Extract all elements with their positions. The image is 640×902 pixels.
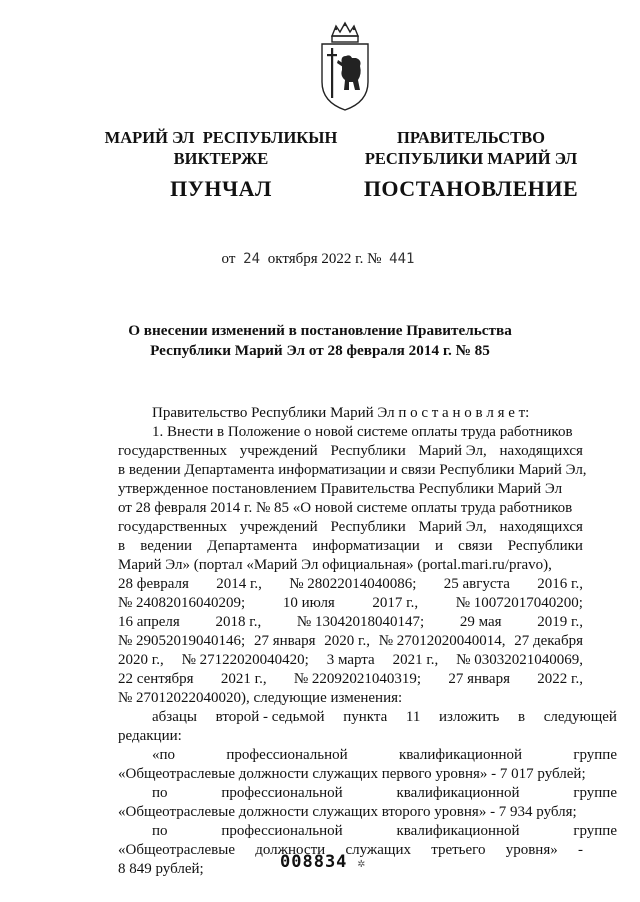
serial-number-text: 008834 bbox=[280, 852, 348, 872]
body-word: № 13042018040147; bbox=[296, 614, 425, 630]
body-word: профессиональной bbox=[226, 747, 348, 763]
body-word: по bbox=[152, 785, 168, 801]
body-word: «Общеотраслевые bbox=[118, 842, 235, 858]
body-word: квалификационной bbox=[396, 785, 520, 801]
body-word: квалификационной bbox=[398, 747, 523, 763]
body-word: следующей bbox=[543, 709, 617, 725]
body-word: по bbox=[152, 823, 168, 839]
body-word: 11 bbox=[405, 709, 421, 725]
document-title bbox=[80, 321, 560, 361]
body-word: 2018 г., bbox=[215, 614, 262, 630]
body-word: 27 декабря bbox=[514, 633, 583, 649]
body-line bbox=[118, 784, 617, 803]
body-line: редакции: bbox=[118, 728, 182, 744]
body-word: № 03032021040069, bbox=[456, 652, 583, 668]
header-left-block bbox=[96, 127, 346, 199]
body-word: группе bbox=[573, 823, 617, 839]
body-word: уровня» bbox=[505, 842, 558, 858]
body-word: Марий Эл, bbox=[418, 443, 487, 459]
body-line bbox=[118, 442, 583, 461]
body-word: № 28022014040086; bbox=[289, 576, 417, 592]
body-line: № 27012022040020), следующие изменения: bbox=[118, 690, 403, 706]
date-month-year: октября 2022 г. № bbox=[267, 251, 382, 267]
body-word: Марий Эл, bbox=[418, 519, 487, 535]
body-line: 1. Внести в Положение о новой системе оплаты труда работников bbox=[152, 424, 573, 440]
header-right-line2: РЕСПУБЛИКИ МАРИЙ ЭЛ bbox=[364, 149, 578, 168]
body-word: 2021 г., bbox=[392, 652, 439, 668]
body-line: Правительство Республики Марий Эл п о с т а н о в л я е т: bbox=[152, 405, 530, 421]
body-word: ведении bbox=[140, 538, 193, 554]
body-word: государственных bbox=[118, 443, 227, 459]
body-word: профессиональной bbox=[221, 785, 343, 801]
body-word: 2020 г., bbox=[324, 633, 370, 649]
decree-number: 441 bbox=[389, 251, 415, 267]
body-word: в bbox=[118, 538, 126, 554]
body-word: второй - седьмой bbox=[215, 709, 325, 725]
hologram-star-icon: ✲ bbox=[357, 856, 367, 871]
body-word: группе bbox=[573, 747, 617, 763]
body-word: № 24082016040209; bbox=[118, 595, 246, 611]
title-line-1: О внесении изменений в постановление Правительства bbox=[128, 322, 512, 339]
body-line bbox=[118, 632, 583, 651]
header-right-title: ПОСТАНОВЛЕНИЕ bbox=[363, 176, 579, 201]
body-word: и bbox=[434, 538, 444, 554]
body-word: 3 марта bbox=[326, 652, 375, 668]
body-word: должности bbox=[255, 842, 326, 858]
body-word: 2019 г., bbox=[537, 614, 583, 630]
body-word: № 22092021040319; bbox=[293, 671, 422, 687]
body-word: 2022 г., bbox=[537, 671, 583, 687]
body-word: № 29052019040146; bbox=[118, 633, 246, 649]
body-word: № 27122020040420; bbox=[181, 652, 309, 668]
body-line bbox=[118, 575, 583, 594]
body-word: Республики bbox=[330, 519, 406, 535]
body-word: служащих bbox=[345, 842, 411, 858]
body-word: 22 сентября bbox=[118, 671, 194, 687]
date-prefix: от bbox=[221, 251, 236, 267]
body-word: группе bbox=[573, 785, 617, 801]
body-word: 2021 г., bbox=[220, 671, 267, 687]
body-word: находящихся bbox=[499, 519, 583, 535]
body-line bbox=[118, 594, 583, 613]
body-line: от 28 февраля 2014 г. № 85 «О новой системе оплаты труда работников bbox=[118, 500, 573, 516]
body-line bbox=[118, 708, 617, 727]
body-word: № 27012020040014, bbox=[378, 633, 506, 649]
body-word: 28 февраля bbox=[118, 576, 189, 592]
date-day: 24 bbox=[243, 251, 260, 267]
body-word: профессиональной bbox=[221, 823, 343, 839]
body-line: 8 849 рублей; bbox=[118, 861, 204, 877]
serial-number bbox=[280, 852, 366, 872]
body-word: Республики bbox=[507, 538, 583, 554]
body-word: третьего bbox=[431, 842, 486, 858]
body-word: пункта bbox=[343, 709, 388, 725]
header-left-title: ПУНЧАЛ bbox=[170, 176, 272, 201]
date-line bbox=[0, 251, 640, 268]
body-word: 29 мая bbox=[459, 614, 502, 630]
body-line: в ведении Департамента информатизации и связи Республики Марий Эл, bbox=[118, 462, 587, 478]
body-word: государственных bbox=[118, 519, 227, 535]
body-word: изложить bbox=[439, 709, 500, 725]
body-word: 2016 г., bbox=[537, 576, 583, 592]
body-word: учреждений bbox=[239, 519, 318, 535]
body-line bbox=[118, 746, 617, 765]
body-line bbox=[118, 518, 583, 537]
header-right-line1: ПРАВИТЕЛЬСТВО bbox=[397, 128, 545, 147]
body-line bbox=[118, 822, 617, 841]
body-word: связи bbox=[458, 538, 493, 554]
body-word: 2014 г., bbox=[216, 576, 262, 592]
body-word: 27 января bbox=[448, 671, 510, 687]
header-left-line1: МАРИЙ ЭЛ РЕСПУБЛИКЫН bbox=[104, 128, 338, 147]
body-word: в bbox=[518, 709, 526, 725]
coat-of-arms-emblem bbox=[318, 20, 372, 112]
body-word: Республики bbox=[330, 443, 406, 459]
body-line bbox=[118, 537, 583, 556]
body-word: квалификационной bbox=[396, 823, 520, 839]
body-line bbox=[118, 670, 583, 689]
body-word: 2020 г., bbox=[118, 652, 164, 668]
body-word: абзацы bbox=[152, 709, 197, 725]
body-line: Марий Эл» (портал «Марий Эл официальная» (portal.mari.ru/pravo), bbox=[118, 557, 552, 573]
body-word: Департамента bbox=[207, 538, 298, 554]
body-word: 27 января bbox=[253, 633, 316, 649]
body-word: № 10072017040200; bbox=[455, 595, 583, 611]
title-line-2: Республики Марий Эл от 28 февраля 2014 г. № 85 bbox=[150, 342, 490, 359]
header-right-block bbox=[346, 127, 596, 199]
body-word: 10 июля bbox=[282, 595, 335, 611]
body-word: 2017 г., bbox=[372, 595, 419, 611]
body-word: учреждений bbox=[239, 443, 318, 459]
header-left-line2: ВИКТЕРЖЕ bbox=[173, 149, 269, 168]
body-line: «Общеотраслевые должности служащих второго уровня» - 7 934 рубля; bbox=[118, 804, 577, 820]
body-word: 16 апреля bbox=[118, 614, 180, 630]
body-word: - bbox=[577, 842, 583, 858]
body-line bbox=[118, 613, 583, 632]
body-line: «Общеотраслевые должности служащих первого уровня» - 7 017 рублей; bbox=[118, 766, 586, 782]
body-word: «по bbox=[152, 747, 176, 763]
body-word: находящихся bbox=[499, 443, 583, 459]
body-line bbox=[118, 651, 583, 670]
body-line: утвержденное постановлением Правительства Республики Марий Эл bbox=[118, 481, 563, 497]
body-word: 25 августа bbox=[443, 576, 510, 592]
body-word: информатизации bbox=[312, 538, 420, 554]
